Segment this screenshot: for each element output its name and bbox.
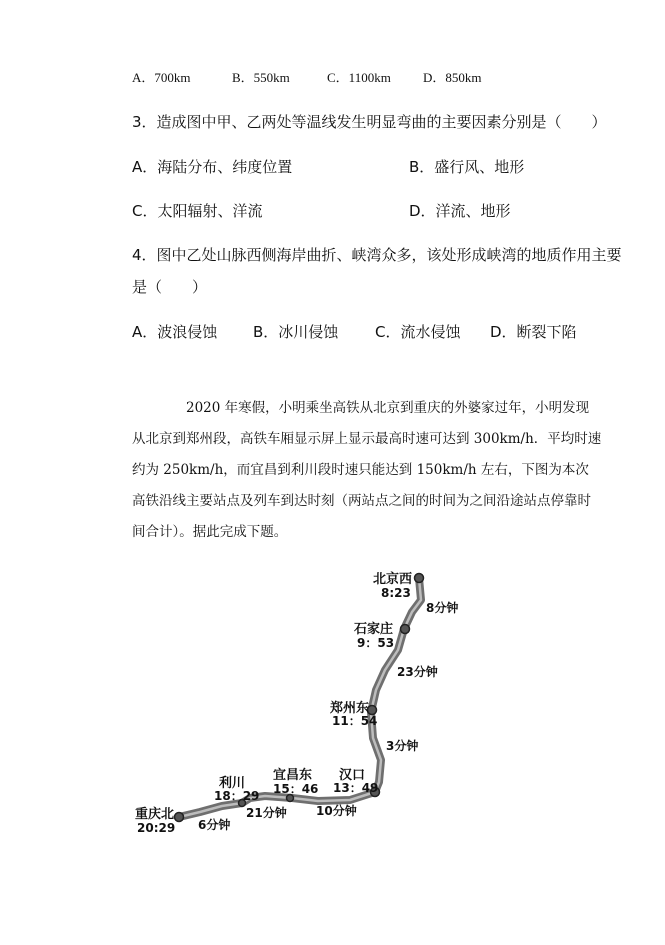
q3-option-c: C．太阳辐射、洋流: [132, 202, 263, 220]
stop-duration-1: 8分钟: [426, 601, 459, 615]
stop-duration-3: 3分钟: [386, 739, 419, 753]
station-name-lichuan: 利川: [219, 776, 246, 791]
q3-stem: 3．造成图中甲、乙两处等温线发生明显弯曲的主要因素分别是（ ）: [132, 113, 607, 131]
station-dot-chongqingbei: [175, 813, 184, 822]
stop-duration-2: 23分钟: [397, 665, 438, 679]
station-time-beijingxi: 8:23: [381, 586, 411, 600]
q3-option-d: D．洋流、地形: [409, 202, 511, 220]
station-name-chongqingbei: 重庆北: [135, 807, 175, 822]
station-time-shijiazhuang: 9：53: [357, 636, 395, 650]
q4-stem-line2: 是（ ）: [132, 278, 208, 296]
q2-option-a: A．700km: [132, 70, 191, 85]
station-name-beijingxi: 北京西: [373, 572, 413, 587]
stop-duration-5: 21分钟: [246, 806, 287, 820]
stop-duration-6: 6分钟: [198, 818, 231, 832]
station-time-zhengzhoudong: 11：54: [332, 714, 378, 728]
station-name-yichangdong: 宜昌东: [273, 768, 313, 783]
station-name-zhengzhoudong: 郑州东: [330, 701, 370, 716]
station-name-shijiazhuang: 石家庄: [354, 622, 394, 637]
station-time-lichuan: 18：29: [214, 789, 260, 803]
station-dot-shijiazhuang: [401, 625, 410, 634]
q2-option-c: C．1100km: [327, 70, 391, 85]
q2-option-d: D．850km: [423, 70, 482, 85]
q3-option-b: B．盛行风、地形: [409, 158, 525, 176]
q4-option-c: C．流水侵蚀: [375, 323, 461, 341]
station-time-yichangdong: 15：46: [273, 782, 319, 796]
q4-option-a: A．波浪侵蚀: [132, 323, 218, 341]
station-name-hankou: 汉口: [339, 768, 366, 783]
passage-text: 2020 年寒假，小明乘坐高铁从北京到重庆的外婆家过年，小明发现从北京到郑州段，高铁车厢显示屏上显示最高时速可达到 300km/h．平均时速约为 250km/h，而宜昌到利川段时速只能达到 150km/h 左右，下图为本次高铁沿线主要站点及列车到达时刻（两站点之间的时间为之间沿途站点停靠时间合计）。据此完成下题。: [132, 400, 602, 540]
q4-stem-line1: 4．图中乙处山脉西侧海岸曲折、峡湾众多，该处形成峡湾的地质作用主要: [132, 246, 622, 264]
q3-option-a: A．海陆分布、纬度位置: [132, 158, 293, 176]
stop-duration-4: 10分钟: [316, 804, 357, 818]
q2-option-b: B．550km: [232, 70, 290, 85]
station-dot-beijingxi: [415, 574, 424, 583]
q4-option-b: B．冰川侵蚀: [253, 323, 339, 341]
station-time-hankou: 13：49: [333, 781, 379, 795]
q4-option-d: D．断裂下陷: [490, 323, 577, 341]
station-time-chongqingbei: 20:29: [137, 821, 176, 835]
